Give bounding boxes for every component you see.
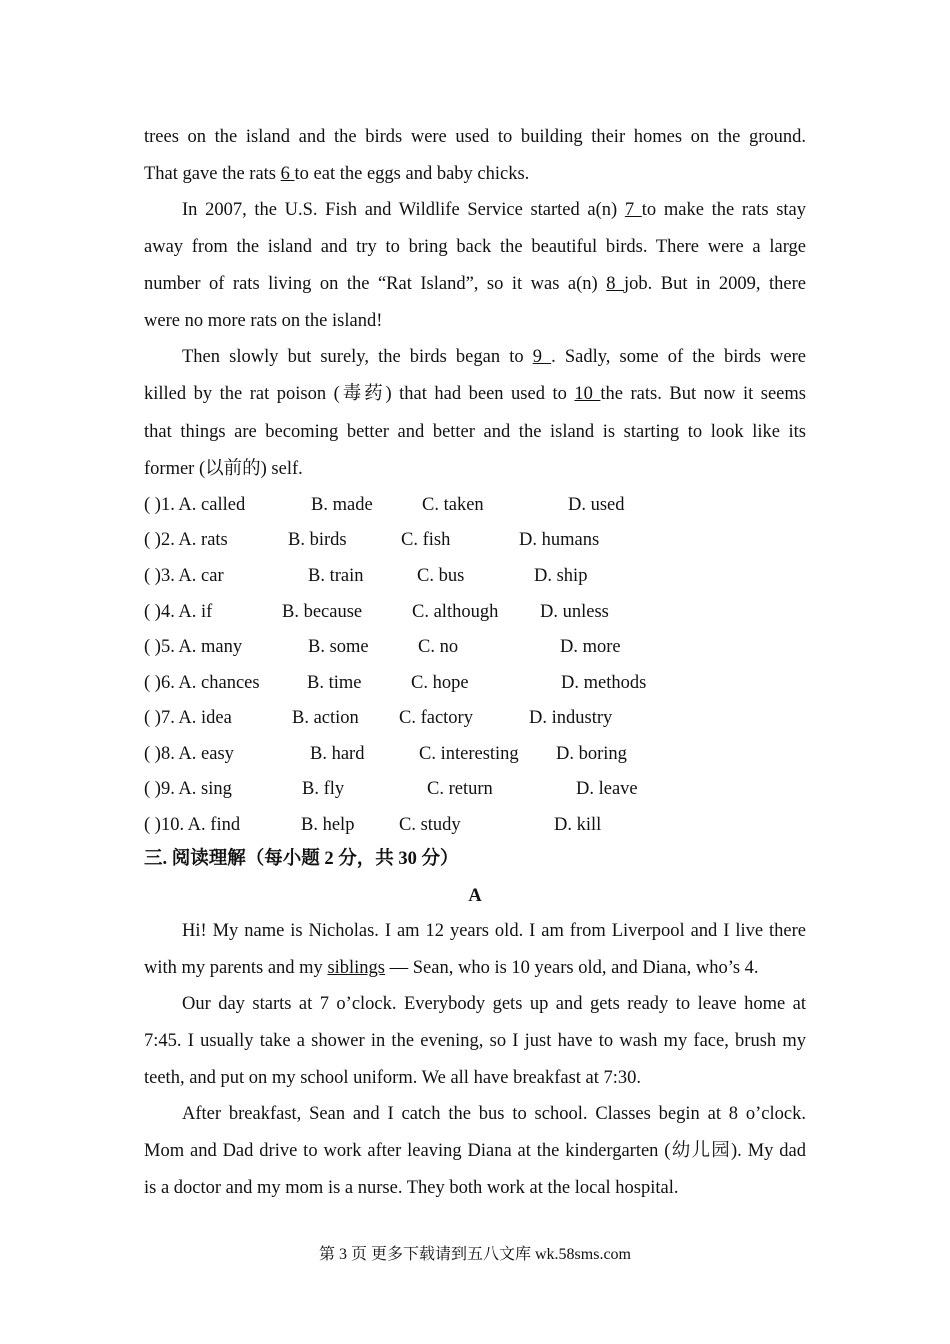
passage-line (144, 382, 806, 406)
passage-line (144, 272, 806, 296)
underlined-word: siblings (327, 958, 386, 978)
text: In 2007, the U.S. Fish and Wildlife Service started a(n) (182, 200, 625, 220)
passage-line (144, 162, 806, 186)
passage-line: away from the island and try to bring back the beautiful birds. There were a large (144, 237, 806, 257)
text: job. But in 2009, there (624, 274, 807, 294)
option-c: C. factory (399, 708, 473, 728)
option-c: C. although (412, 602, 499, 622)
reading-line: teeth, and put on my school uniform. We all have breakfast at 7:30. (144, 1068, 642, 1088)
part-label: A (468, 886, 482, 906)
option-d: D. more (560, 637, 621, 657)
reading-line: Our day starts at 7 o’clock. Everybody gets up and gets ready to leave home at (182, 994, 806, 1014)
option-c: C. interesting (419, 744, 519, 764)
option-c: C. taken (422, 495, 484, 515)
question-stem: ( )3. A. car (144, 566, 224, 586)
page-footer: 第 3 页 更多下载请到五八文库 wk.58sms.com (318, 1246, 631, 1263)
option-b: B. time (307, 673, 362, 693)
option-c: C. hope (411, 673, 469, 693)
option-c: C. no (418, 637, 459, 657)
option-c: C. study (399, 815, 461, 835)
option-d: D. kill (554, 815, 602, 835)
passage-line: trees on the island and the birds were used to building their homes on the ground. (144, 127, 806, 147)
option-d: D. methods (561, 673, 647, 693)
blank-9: 9 (532, 347, 552, 367)
option-b: B. because (282, 602, 363, 622)
option-d: D. boring (556, 744, 627, 764)
reading-line: 7:45. I usually take a shower in the evening, so I just have to wash my face, brush my (144, 1031, 806, 1051)
text: number of rats living on the “Rat Island”, so it was a(n) (144, 274, 607, 294)
option-d: D. humans (519, 530, 600, 550)
section-heading: 三. 阅读理解（每小题 2 分，共 30 分） (144, 849, 459, 869)
text: — Sean, who is 10 years old, and Diana, who’s 4. (385, 958, 759, 978)
blank-10: 10 (574, 384, 601, 404)
blank-8: 8 (606, 274, 624, 294)
question-stem: ( )9. A. sing (144, 779, 232, 799)
option-c: C. bus (417, 566, 465, 586)
option-d: D. used (568, 495, 625, 515)
option-b: B. train (308, 566, 364, 586)
option-d: D. industry (529, 708, 613, 728)
option-c: C. fish (401, 530, 451, 550)
question-stem: ( )8. A. easy (144, 744, 234, 764)
option-d: D. leave (576, 779, 638, 799)
option-d: D. ship (534, 566, 588, 586)
question-stem: ( )2. A. rats (144, 530, 228, 550)
option-b: B. action (292, 708, 359, 728)
question-stem: ( )7. A. idea (144, 708, 232, 728)
question-stem: ( )5. A. many (144, 637, 243, 657)
option-b: B. made (311, 495, 373, 515)
option-d: D. unless (540, 602, 609, 622)
blank-6: 6 (280, 164, 295, 184)
question-stem: ( )6. A. chances (144, 673, 260, 693)
text: . Sadly, some of the birds were (551, 347, 807, 367)
option-c: C. return (427, 779, 493, 799)
reading-line: Mom and Dad drive to work after leaving Diana at the kindergarten (幼儿园). My dad (144, 1141, 806, 1161)
question-stem: ( )10. A. find (144, 815, 241, 835)
text: the rats. But now it seems (600, 384, 806, 404)
reading-line (144, 956, 806, 980)
reading-line: Hi! My name is Nicholas. I am 12 years old. I am from Liverpool and I live there (182, 921, 806, 941)
passage-line (182, 198, 806, 222)
passage-line: were no more rats on the island! (144, 311, 383, 331)
option-b: B. birds (288, 530, 347, 550)
text: That gave the rats (144, 164, 281, 184)
text: with my parents and my (144, 958, 328, 978)
question-stem: ( )4. A. if (144, 602, 213, 622)
question-stem: ( )1. A. called (144, 495, 246, 515)
option-b: B. some (308, 637, 369, 657)
text: Then slowly but surely, the birds began to (182, 347, 533, 367)
blank-7: 7 (624, 200, 642, 220)
text: killed by the rat poison (毒药) that had been used to (144, 384, 575, 404)
passage-line: that things are becoming better and better and the island is starting to look like its (144, 422, 806, 442)
text: to eat the eggs and baby chicks. (294, 164, 530, 184)
option-b: B. fly (302, 779, 345, 799)
passage-line: former (以前的) self. (144, 459, 303, 479)
reading-line: is a doctor and my mom is a nurse. They both work at the local hospital. (144, 1178, 679, 1198)
passage-line (182, 345, 806, 369)
reading-line: After breakfast, Sean and I catch the bus to school. Classes begin at 8 o’clock. (182, 1104, 806, 1124)
option-b: B. hard (310, 744, 365, 764)
option-b: B. help (301, 815, 355, 835)
text: to make the rats stay (641, 200, 807, 220)
